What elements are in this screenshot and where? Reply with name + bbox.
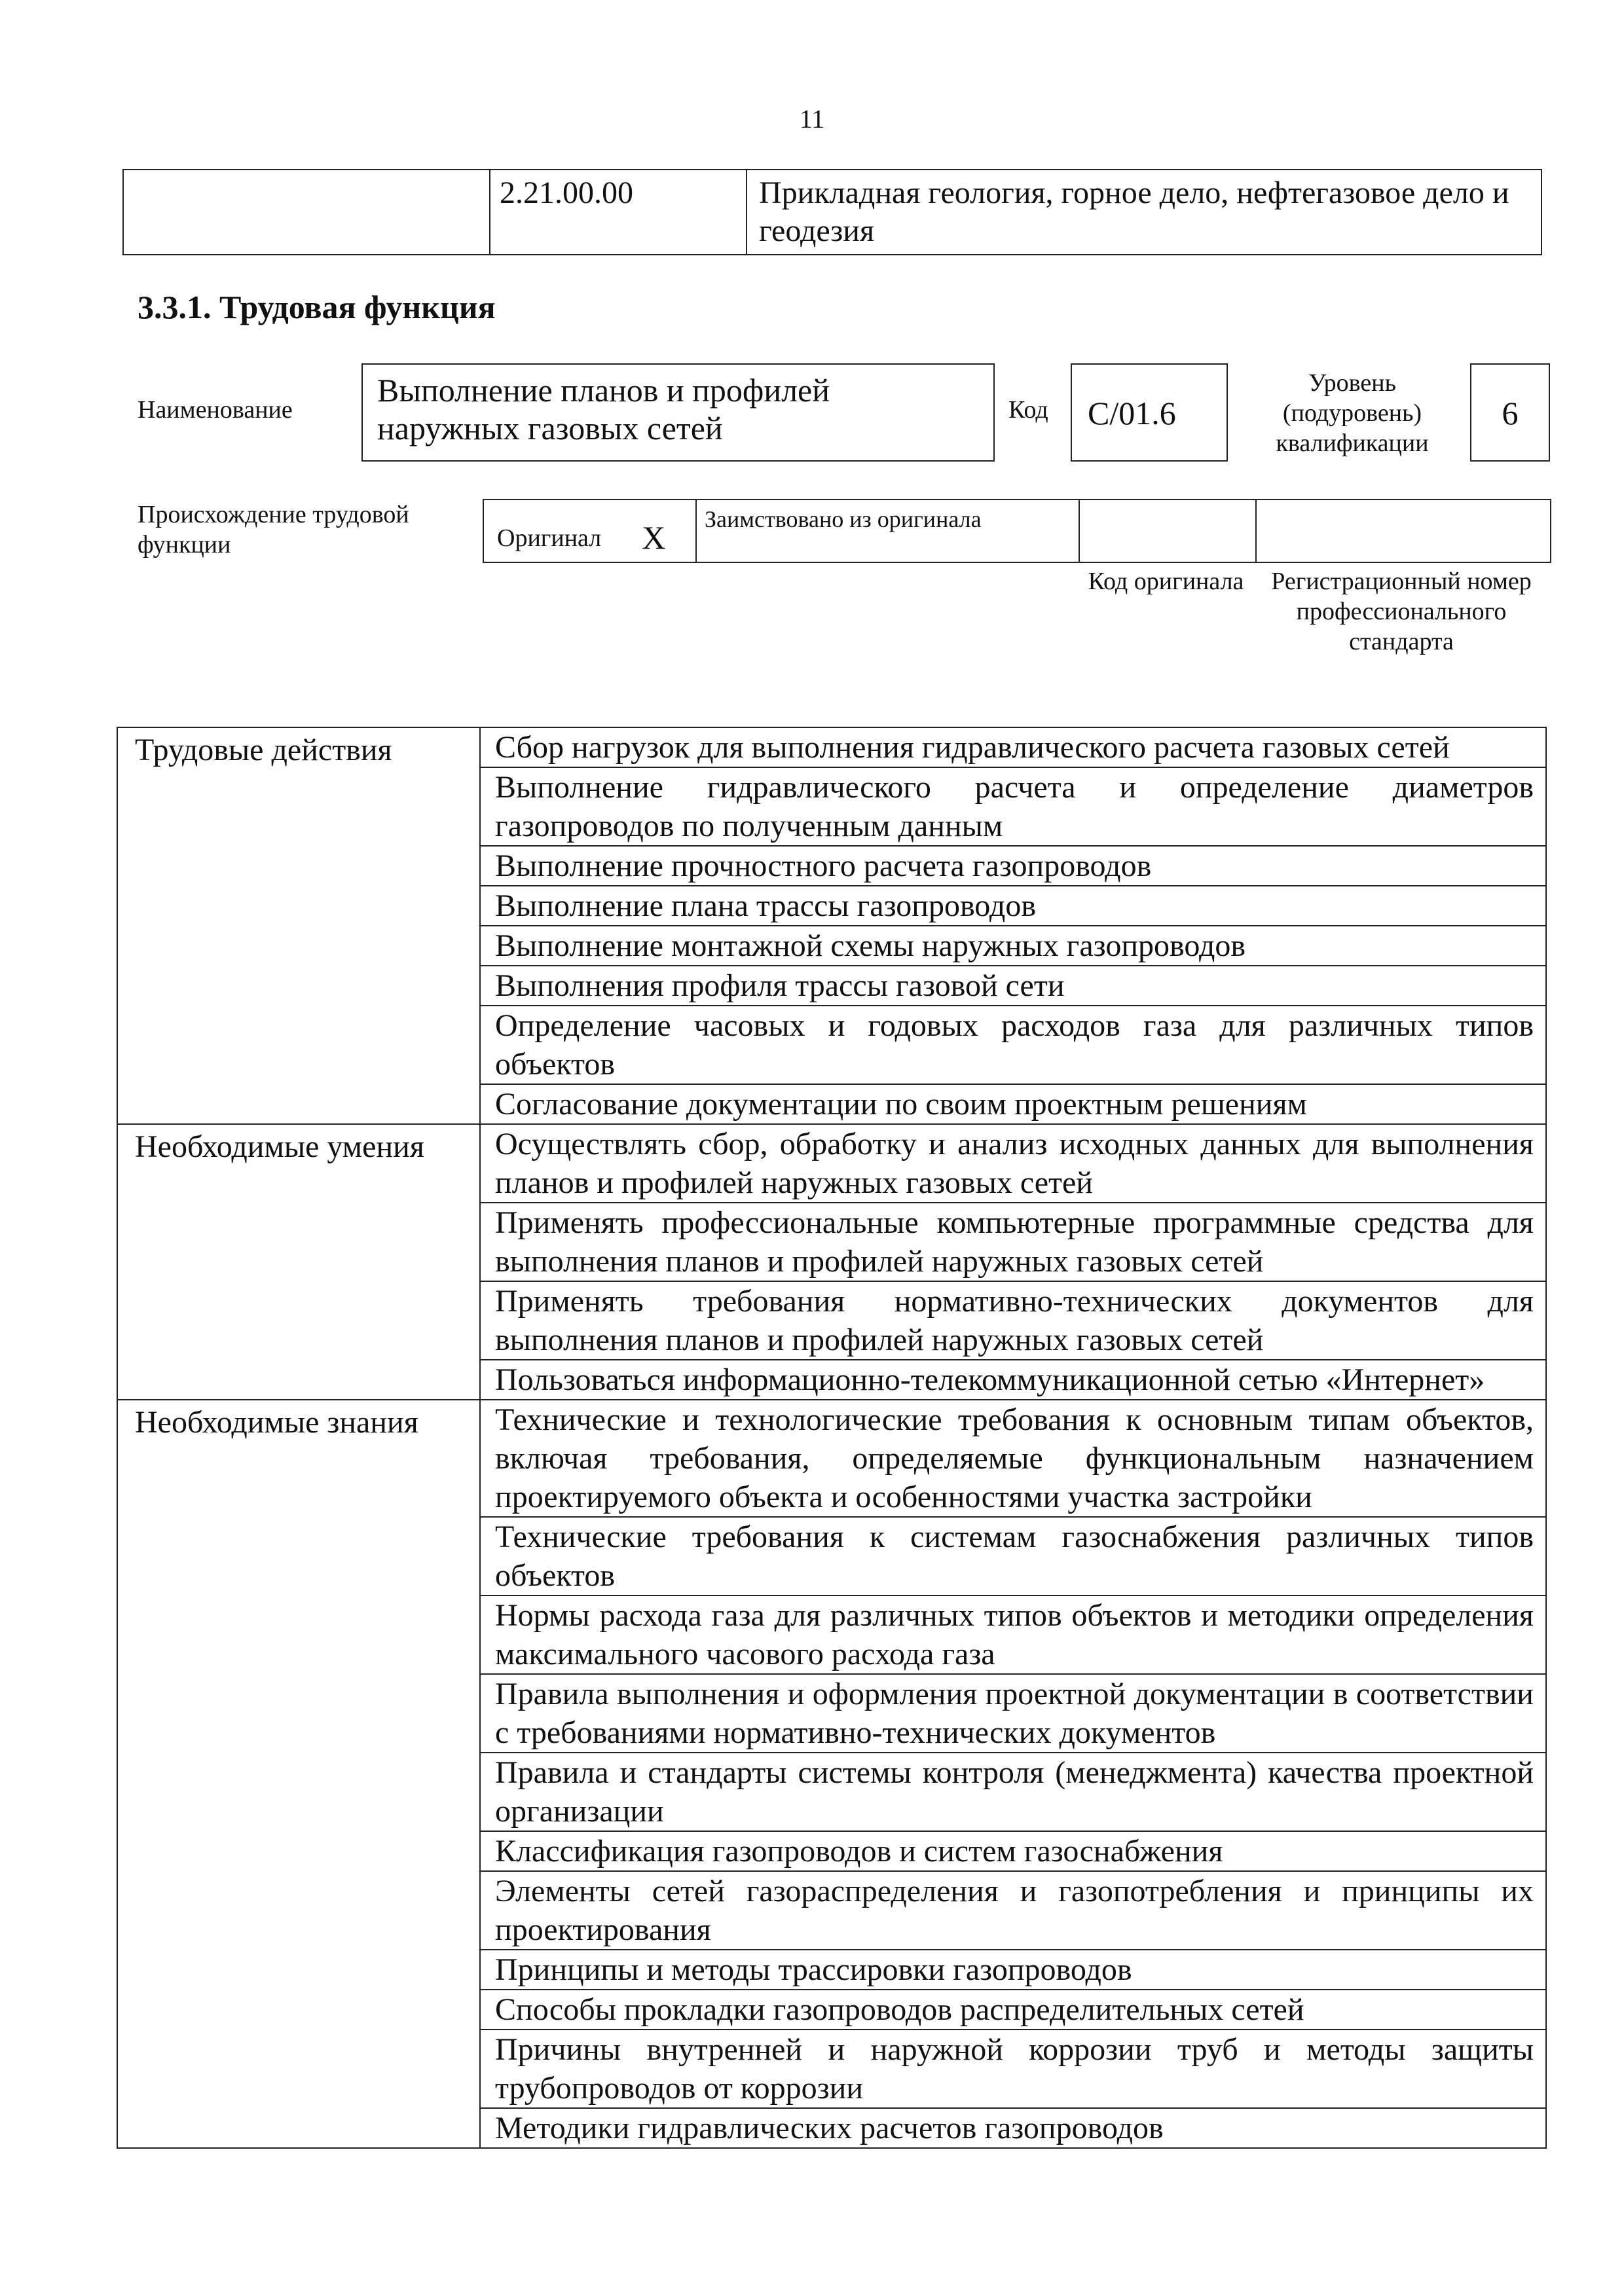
labor-actions-item: Выполнение прочностного расчета газопроводов [480, 846, 1546, 886]
required-knowledge-item: Классификация газопроводов и систем газоснабжения [480, 1831, 1546, 1871]
function-name-field: Выполнение планов и профилей наружных газовых сетей [361, 363, 995, 462]
labor-actions-item: Выполнение плана трассы газопроводов [480, 886, 1546, 926]
registration-number-cell [1256, 500, 1551, 562]
required-knowledge-item: Правила выполнения и оформления проектной документации в соответствии с требованиями нормативно-технических документов [480, 1674, 1546, 1753]
specialty-name: Прикладная геология, горное дело, нефтегазовое дело и геодезия [747, 170, 1541, 255]
required-knowledge-item: Элементы сетей газораспределения и газопотребления и принципы их проектирования [480, 1871, 1546, 1950]
labor-actions-item: Сбор нагрузок для выполнения гидравлического расчета газовых сетей [480, 727, 1546, 767]
table-row [117, 1124, 1546, 1203]
labor-function-table [117, 727, 1547, 2149]
required-knowledge-item: Правила и стандарты системы контроля (менеджмента) качества проектной организации [480, 1753, 1546, 1831]
empty-cell [123, 170, 490, 255]
required-knowledge-item: Методики гидравлических расчетов газопроводов [480, 2108, 1546, 2148]
labor-actions-item: Выполнения профиля трассы газовой сети [480, 966, 1546, 1006]
labor-actions-item: Выполнение гидравлического расчета и определение диаметров газопроводов по полученным данным [480, 767, 1546, 846]
labor-actions-item: Выполнение монтажной схемы наружных газопроводов [480, 926, 1546, 966]
function-code-field: C/01.6 [1071, 363, 1228, 462]
origin-table [483, 499, 1551, 563]
required-knowledge-item: Причины внутренней и наружной коррозии труб и методы защиты трубопроводов от коррозии [480, 2030, 1546, 2108]
labor-actions-item: Согласование документации по своим проектным решениям [480, 1084, 1546, 1124]
required-knowledge-title: Необходимые знания [117, 1400, 480, 2148]
origin-label: Происхождение трудовой функции [138, 501, 409, 558]
required-skills-item: Применять профессиональные компьютерные программные средства для выполнения планов и профилей наружных газовых сетей [480, 1203, 1546, 1281]
original-cell [483, 500, 696, 562]
original-mark: X [642, 519, 666, 556]
original-code-caption: Код оригинала [1088, 568, 1244, 595]
specialty-code: 2.21.00.00 [490, 170, 747, 255]
page-number: 11 [799, 104, 825, 134]
labor-actions-item: Определение часовых и годовых расходов газа для различных типов объектов [480, 1006, 1546, 1084]
required-knowledge-item: Технические требования к системам газоснабжения различных типов объектов [480, 1517, 1546, 1595]
required-knowledge-item: Способы прокладки газопроводов распределительных сетей [480, 1990, 1546, 2030]
required-skills-item: Применять требования нормативно-технических документов для выполнения планов и профилей наружных газовых сетей [480, 1281, 1546, 1360]
original-label: Оригинал [497, 524, 602, 552]
table-row [117, 727, 1546, 767]
name-label: Наименование [138, 396, 293, 424]
section-title: 3.3.1. Трудовая функция [138, 289, 496, 325]
required-knowledge-item: Принципы и методы трассировки газопроводов [480, 1950, 1546, 1990]
table-row [117, 1400, 1546, 1517]
registration-number-caption: Регистрационный номер профессионального стандарта [1271, 568, 1532, 655]
original-code-cell [1079, 500, 1256, 562]
code-label: Код [1008, 396, 1048, 424]
level-label: Уровень (подуровень) квалификации [1276, 369, 1429, 457]
continuation-table [122, 169, 1542, 255]
level-field: 6 [1470, 363, 1550, 462]
required-skills-item: Пользоваться информационно-телекоммуникационной сетью «Интернет» [480, 1360, 1546, 1400]
labor-actions-title: Трудовые действия [117, 727, 480, 1124]
required-knowledge-item: Технические и технологические требования к основным типам объектов, включая требования, определяемые функциональным назначением проектируемого объекта и особенностями участка застройки [480, 1400, 1546, 1517]
required-knowledge-item: Нормы расхода газа для различных типов объектов и методики определения максимального часового расхода газа [480, 1595, 1546, 1674]
required-skills-item: Осуществлять сбор, обработку и анализ исходных данных для выполнения планов и профилей наружных газовых сетей [480, 1124, 1546, 1203]
borrowed-label: Заимствовано из оригинала [696, 500, 1079, 562]
required-skills-title: Необходимые умения [117, 1124, 480, 1400]
